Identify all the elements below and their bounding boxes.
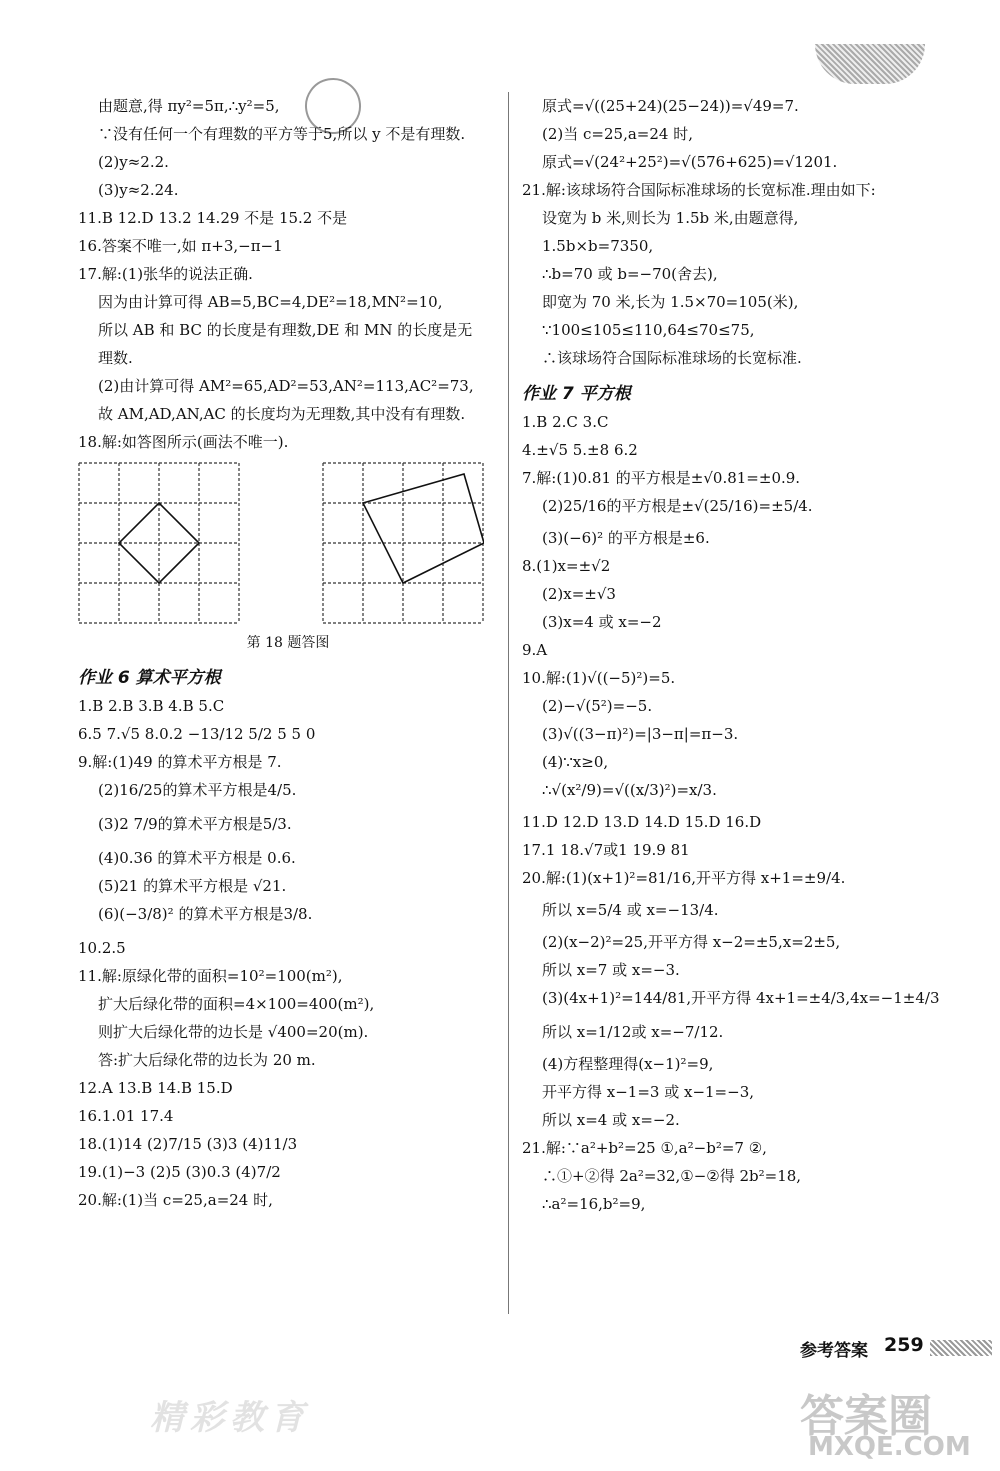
answer-line: 12.A 13.B 14.B 15.D xyxy=(78,1079,233,1097)
watermark-logo: 答案圈 xyxy=(800,1391,932,1442)
footer-pattern xyxy=(930,1340,992,1356)
answer-line: 9.A xyxy=(522,641,548,659)
answer-line: 20.解:(1)当 c=25,a=24 时, xyxy=(78,1191,273,1209)
answer-line: 理数. xyxy=(98,349,133,367)
answer-line: 10.2.5 xyxy=(78,939,126,957)
figure-18-square-b xyxy=(363,474,484,583)
answer-line: 21.解:∵a²+b²=25 ①,a²−b²=7 ②, xyxy=(522,1139,767,1157)
answer-line: (2)x=±√3 xyxy=(542,585,616,603)
answer-line: 由题意,得 πy²=5π,∴y²=5, xyxy=(98,97,280,115)
answer-line: 7.解:(1)0.81 的平方根是±√0.81=±0.9. xyxy=(522,469,801,487)
answer-line: ∴①+②得 2a²=32,①−②得 2b²=18, xyxy=(542,1167,802,1185)
answer-line: (3)y≈2.24. xyxy=(98,181,179,199)
figure-18-grid-a xyxy=(78,462,240,624)
answer-line: (2)−√(5²)=−5. xyxy=(542,697,653,715)
answer-line: (4)方程整理得(x−1)²=9, xyxy=(542,1055,714,1073)
answer-line: (2)16/25的算术平方根是4/5. xyxy=(98,781,297,799)
answer-line: 1.B 2.B 3.B 4.B 5.C xyxy=(78,697,225,715)
answer-line: 因为由计算可得 AB=5,BC=4,DE²=18,MN²=10, xyxy=(98,293,443,311)
answer-line: 18.(1)14 (2)7/15 (3)3 (4)11/3 xyxy=(78,1135,298,1153)
answer-line: ∴该球场符合国际标准球场的长宽标准. xyxy=(542,349,802,367)
column-divider xyxy=(508,92,509,1314)
watermark-url: MXQE.COM xyxy=(808,1432,971,1462)
page-number: 259 xyxy=(884,1334,924,1356)
right-answers-top xyxy=(522,96,962,368)
answer-line: (4)0.36 的算术平方根是 0.6. xyxy=(98,849,296,867)
answer-line: (3)√((3−π)²)=|3−π|=π−3. xyxy=(542,725,739,743)
answer-line: ∴b=70 或 b=−70(舍去), xyxy=(542,265,718,283)
answer-line: 6.5 7.√5 8.0.2 −13/12 5/2 5 5 0 xyxy=(78,725,316,743)
answer-line: 原式=√((25+24)(25−24))=√49=7. xyxy=(542,97,799,115)
answer-line: 21.解:该球场符合国际标准球场的长宽标准.理由如下: xyxy=(522,181,876,199)
answer-line: 开平方得 x−1=3 或 x−1=−3, xyxy=(542,1083,755,1101)
answer-line: 11.D 12.D 13.D 14.D 15.D 16.D xyxy=(522,813,762,831)
section-7-title: 作业 7 平方根 xyxy=(522,384,631,404)
answer-line: 19.(1)−3 (2)5 (3)0.3 (4)7/2 xyxy=(78,1163,281,1181)
answer-line: 18.解:如答图所示(画法不唯一). xyxy=(78,433,289,451)
answer-line: (4)∵x≥0, xyxy=(542,753,609,771)
answer-line: 所以 x=4 或 x=−2. xyxy=(542,1111,680,1129)
answer-line: 17.解:(1)张华的说法正确. xyxy=(78,265,253,283)
answer-line: 即宽为 70 米,长为 1.5×70=105(米), xyxy=(542,293,799,311)
answer-line: 原式=√(24²+25²)=√(576+625)=√1201. xyxy=(542,153,838,171)
left-answers-bottom xyxy=(78,696,498,1210)
answer-line: (2)25/16的平方根是±√(25/16)=±5/4. xyxy=(542,497,813,515)
answer-line: (6)(−3/8)² 的算术平方根是3/8. xyxy=(98,905,313,923)
left-answers-top xyxy=(78,96,498,452)
answer-line: 10.解:(1)√((−5)²)=5. xyxy=(522,669,676,687)
answer-line: (2)当 c=25,a=24 时, xyxy=(542,125,693,143)
answer-line: (3)x=4 或 x=−2 xyxy=(542,613,662,631)
answer-line: (3)(4x+1)²=144/81,开平方得 4x+1=±4/3,4x=−1±4/3 xyxy=(542,989,940,1007)
answer-line: 11.B 12.D 13.2 14.29 不是 15.2 不是 xyxy=(78,209,348,227)
answer-line: (2)由计算可得 AM²=65,AD²=53,AN²=113,AC²=73, xyxy=(98,377,474,395)
footer-label: 参考答案 xyxy=(800,1341,868,1361)
figure-18-grid-b xyxy=(322,462,484,624)
answer-line: 所以 AB 和 BC 的长度是有理数,DE 和 MN 的长度是无 xyxy=(98,321,473,339)
answer-line: 1.5b×b=7350, xyxy=(542,237,654,255)
answer-line: ∵100≤105≤110,64≤70≤75, xyxy=(542,321,755,339)
answer-line: 所以 x=1/12或 x=−7/12. xyxy=(542,1023,724,1041)
answer-line: (3)2 7/9的算术平方根是5/3. xyxy=(98,815,292,833)
answer-line: 16.答案不唯一,如 π+3,−π−1 xyxy=(78,237,283,255)
answer-line: (2)y≈2.2. xyxy=(98,153,169,171)
answer-line: 答:扩大后绿化带的边长为 20 m. xyxy=(98,1051,316,1069)
answer-line: (2)(x−2)²=25,开平方得 x−2=±5,x=2±5, xyxy=(542,933,841,951)
right-column xyxy=(522,96,962,1222)
answer-line: 9.解:(1)49 的算术平方根是 7. xyxy=(78,753,282,771)
answer-line: 16.1.01 17.4 xyxy=(78,1107,174,1125)
answer-line: 1.B 2.C 3.C xyxy=(522,413,609,431)
figure-caption: 第 18 题答图 xyxy=(246,635,330,651)
answer-line: 4.±√5 5.±8 6.2 xyxy=(522,441,638,459)
header-decoration xyxy=(815,44,925,84)
answer-line: 扩大后绿化带的面积=4×100=400(m²), xyxy=(98,995,375,1013)
watermark-bottom-left: 精彩教育 xyxy=(150,1398,310,1438)
answer-line: 所以 x=7 或 x=−3. xyxy=(542,961,680,979)
answer-line: 则扩大后绿化带的边长是 √400=20(m). xyxy=(98,1023,369,1041)
figure-18 xyxy=(78,462,498,624)
answer-line: 11.解:原绿化带的面积=10²=100(m²), xyxy=(78,967,343,985)
answer-line: 17.1 18.√7或1 19.9 81 xyxy=(522,841,690,859)
left-column xyxy=(78,96,498,1218)
answer-line: (3)(−6)² 的平方根是±6. xyxy=(542,529,710,547)
right-answers-bottom xyxy=(522,412,962,1214)
answer-line: ∴√(x²/9)=√((x/3)²)=x/3. xyxy=(542,781,717,799)
section-6-title: 作业 6 算术平方根 xyxy=(78,668,221,688)
answer-line: 8.(1)x=±√2 xyxy=(522,557,611,575)
answer-line: (5)21 的算术平方根是 √21. xyxy=(98,877,287,895)
answer-line: 设宽为 b 米,则长为 1.5b 米,由题意得, xyxy=(542,209,799,227)
answer-line: 20.解:(1)(x+1)²=81/16,开平方得 x+1=±9/4. xyxy=(522,869,846,887)
answer-line: ∵没有任何一个有理数的平方等于5,所以 y 不是有理数. xyxy=(98,125,466,143)
answer-line: ∴a²=16,b²=9, xyxy=(542,1195,646,1213)
answer-line: 故 AM,AD,AN,AC 的长度均为无理数,其中没有有理数. xyxy=(98,405,466,423)
answer-line: 所以 x=5/4 或 x=−13/4. xyxy=(542,901,719,919)
